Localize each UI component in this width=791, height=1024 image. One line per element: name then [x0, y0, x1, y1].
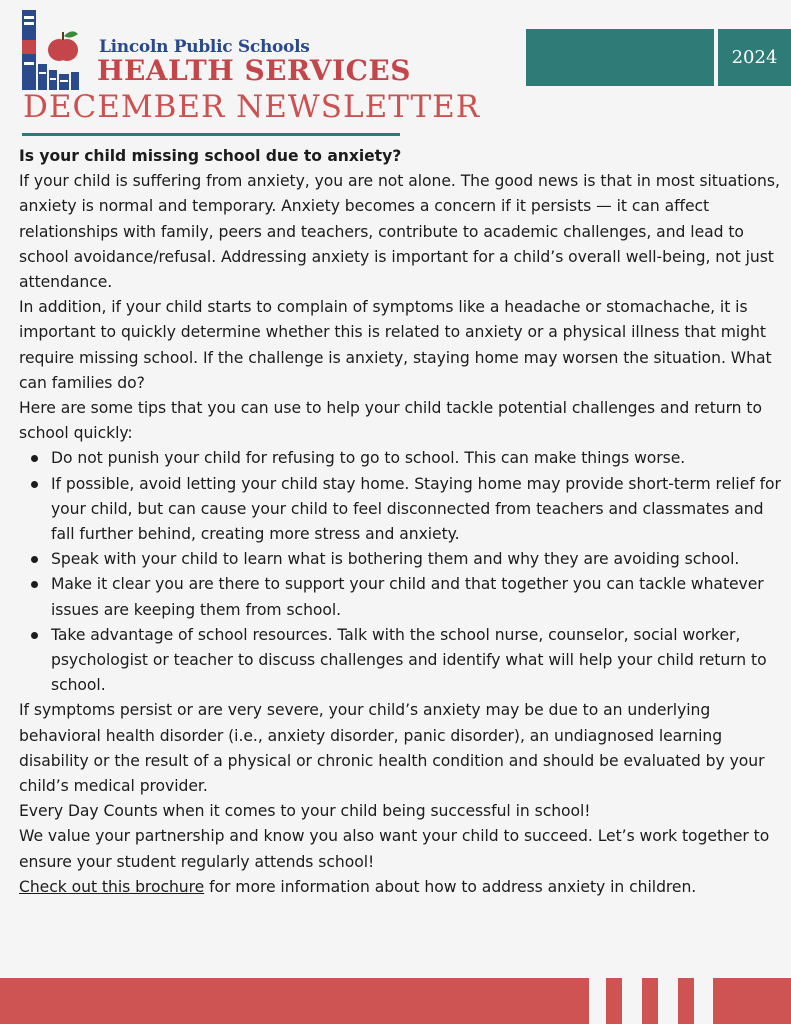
- tip-item: [19, 547, 781, 572]
- persist-paragraph: If symptoms persist or are very severe, your child’s anxiety may be due to an underlying behavioral health disorder (i.e., anxiety disorder, panic disorder), an undiagnosed learning disability or the result of a physical or chronic health condition and should be evaluated by your child’s medical provider.: [19, 701, 765, 796]
- department-name: HEALTH SERVICES: [97, 54, 411, 87]
- tip-item: [19, 472, 781, 548]
- brochure-suffix: for more information about how to address anxiety in children.: [204, 877, 697, 896]
- school-books-apple-logo: [22, 10, 84, 90]
- symptoms-paragraph: In addition, if your child starts to complain of symptoms like a headache or stomachache, it is important to quickly determine whether this is related to anxiety or a physical illness that might require missing school. If the challenge is anxiety, staying home may worsen the situation. What can families do?: [19, 298, 772, 392]
- footer-stripe: [678, 978, 694, 1024]
- year-badge: 2024: [718, 29, 791, 86]
- tip-text: Speak with your child to learn what is bothering them and why they are avoiding school.: [51, 550, 740, 569]
- partnership-paragraph: We value your partnership and know you also want your child to succeed. Let’s work together to ensure your student regularly attends school!: [19, 827, 770, 871]
- bullet-icon: [31, 455, 38, 462]
- bullet-icon: [31, 481, 38, 488]
- tip-text: Take advantage of school resources. Talk with the school nurse, counselor, social worker, psychologist or teacher to discuss challenges and identify what will help your child return to school.: [51, 625, 767, 695]
- header-accent-block: [526, 29, 714, 86]
- article-body: [19, 144, 781, 900]
- every-day-counts: Every Day Counts when it comes to your child being successful in school!: [19, 802, 591, 821]
- tips-intro: Here are some tips that you can use to help your child tackle potential challenges and return to school quickly:: [19, 399, 762, 443]
- article-headline: Is your child missing school due to anxiety?: [19, 147, 402, 165]
- tip-text: Do not punish your child for refusing to go to school. This can make things worse.: [51, 449, 686, 468]
- bullet-icon: [31, 632, 38, 639]
- footer-stripe: [606, 978, 622, 1024]
- bullet-icon: [31, 581, 38, 588]
- school-district-name: Lincoln Public Schools: [99, 37, 310, 57]
- brochure-paragraph: [19, 875, 781, 900]
- tip-item: [19, 623, 781, 699]
- tip-item: [19, 572, 781, 622]
- brochure-link[interactable]: Check out this brochure: [19, 877, 205, 896]
- footer-bar: [0, 978, 589, 1024]
- footer-stripe: [713, 978, 791, 1024]
- bullet-icon: [31, 556, 38, 563]
- tips-list: [19, 446, 781, 698]
- footer-stripe: [642, 978, 658, 1024]
- newsletter-title: DECEMBER NEWSLETTER: [23, 89, 481, 125]
- tip-text: If possible, avoid letting your child stay home. Staying home may provide short-term relief for your child, but can cause your child to feel disconnected from teachers and classmates and fall further behind, creating more stress and anxiety.: [51, 474, 781, 544]
- tip-text: Make it clear you are there to support your child and that together you can tackle whatever issues are keeping them from school.: [51, 575, 764, 619]
- intro-paragraph: If your child is suffering from anxiety, you are not alone. The good news is that in most situations, anxiety is normal and temporary. Anxiety becomes a concern if it persists — it can affect relationships with family, peers and teachers, contribute to academic challenges, and lead to school avoidance/refusal. Addressing anxiety is important for a child’s overall well-being, not just attendance.: [19, 172, 780, 292]
- tip-item: [19, 446, 781, 471]
- title-underline: [22, 133, 400, 136]
